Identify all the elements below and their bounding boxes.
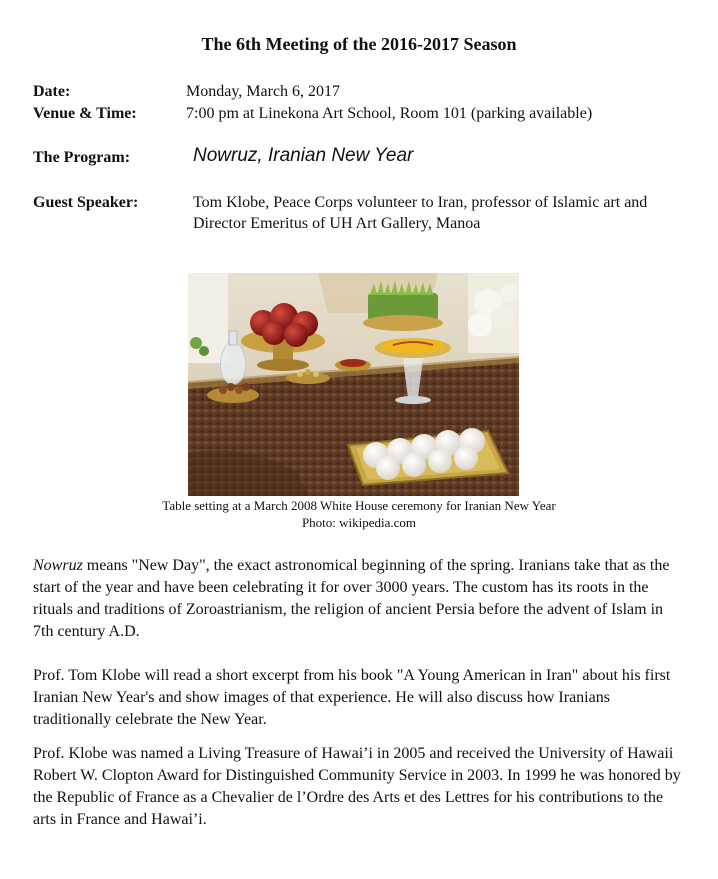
date-label: Date: [33,83,71,100]
venue-value: 7:00 pm at Linekona Art School, Room 101 (parking available) [186,105,593,122]
nowruz-table-photo [188,273,519,496]
photo-caption [0,497,718,531]
nowruz-italic: Nowruz [33,557,83,574]
date-value: Monday, March 6, 2017 [186,83,341,100]
paragraph-honors: Prof. Klobe was named a Living Treasure of Hawai’i in 2005 and received the University of Hawaii Robert W. Clopton Award for Distinguished Community Service in 2003. In 1999 he was honored by the Republic of France as a Chevalier de l’Ordre des Arts et des Lettres for his contributions to the arts in France and Hawai’i. [33,745,681,828]
venue-label: Venue & Time: [33,105,137,122]
page-title: The 6th Meeting of the 2016-2017 Season [201,34,517,54]
program-label: The Program: [33,149,131,166]
paragraph-nowruz [33,555,685,643]
paragraph-reading: Prof. Tom Klobe will read a short excerpt from his book "A Young American in Iran" about his first Iranian New Year's and show images of that experience. He will also discuss how Iranians traditionally celebrate the New Year. [33,667,671,728]
caption-line-1: Table setting at a March 2008 White House ceremony for Iranian New Year [162,498,556,513]
program-value: Nowruz, Iranian New Year [193,145,414,166]
caption-line-2: Photo: wikipedia.com [301,515,417,530]
paragraph-nowruz-text: means "New Day", the exact astronomical beginning of the spring. Iranians take that as the start of the year and have been celebrating it for over 3000 years. The custom has its roots in the rituals and traditions of Zoroastrianism, the religion of ancient Persia before the advent of Islam in 7th century A.D. [33,557,670,640]
speaker-value: Tom Klobe, Peace Corps volunteer to Iran, professor of Islamic art and Director Emeritus of UH Art Gallery, Manoa [193,194,648,232]
speaker-label: Guest Speaker: [33,194,139,211]
